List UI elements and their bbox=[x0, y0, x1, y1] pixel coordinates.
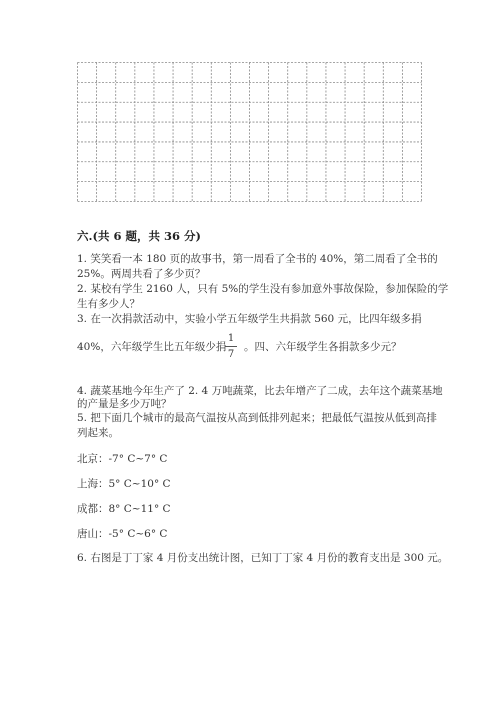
fraction-numerator: 1 bbox=[227, 333, 235, 344]
fraction-one-seventh bbox=[224, 333, 238, 360]
temperature-chengdu: 成都：8° C~11° C bbox=[77, 503, 171, 515]
section-title: 六.(共 6 题，共 36 分) bbox=[77, 229, 201, 243]
question-3-line-2b: 。四、六年级学生各捐款多少元？ bbox=[244, 341, 402, 353]
temperature-tangshan: 唐山：-5° C~6° C bbox=[77, 528, 168, 540]
fraction-denominator: 7 bbox=[227, 349, 235, 360]
question-2-line-1: 2. 某校有学生 2160 人，只有 5%的学生没有参加意外事故保险，参加保险的学 bbox=[77, 283, 449, 295]
question-3-line-2a: 40%，六年级学生比五年级少捐 bbox=[77, 341, 227, 353]
question-3-line-1: 3. 在一次捐款活动中，实验小学五年级学生共捐款 560 元，比四年级多捐 bbox=[77, 313, 422, 325]
answer-grid bbox=[77, 62, 422, 202]
question-6-line-1: 6. 右图是丁丁家 4 月份支出统计图，已知丁丁家 4 月份的教育支出是 300 元。 bbox=[77, 552, 449, 564]
question-2-line-2: 生有多少人？ bbox=[77, 298, 140, 310]
question-1-line-1: 1. 笑笑看一本 180 页的故事书，第一周看了全书的 40%，第二周看了全书的 bbox=[77, 253, 438, 265]
question-1-line-2: 25%。两周共看了多少页？ bbox=[77, 268, 206, 280]
fraction-bar bbox=[225, 346, 237, 347]
question-4-line-2: 的产量是多少万吨？ bbox=[77, 398, 172, 410]
question-5-line-2: 列起来。 bbox=[77, 427, 119, 439]
temperature-beijing: 北京：-7° C~7° C bbox=[77, 453, 168, 465]
question-4-line-1: 4. 蔬菜基地今年生产了 2. 4 万吨蔬菜，比去年增产了二成，去年这个蔬菜基地 bbox=[77, 385, 443, 397]
temperature-shanghai: 上海：5° C~10° C bbox=[77, 478, 171, 490]
answer-grid-svg bbox=[77, 62, 422, 202]
question-5-line-1: 5. 把下面几个城市的最高气温按从高到低排列起来；把最低气温按从低到高排 bbox=[77, 412, 437, 424]
